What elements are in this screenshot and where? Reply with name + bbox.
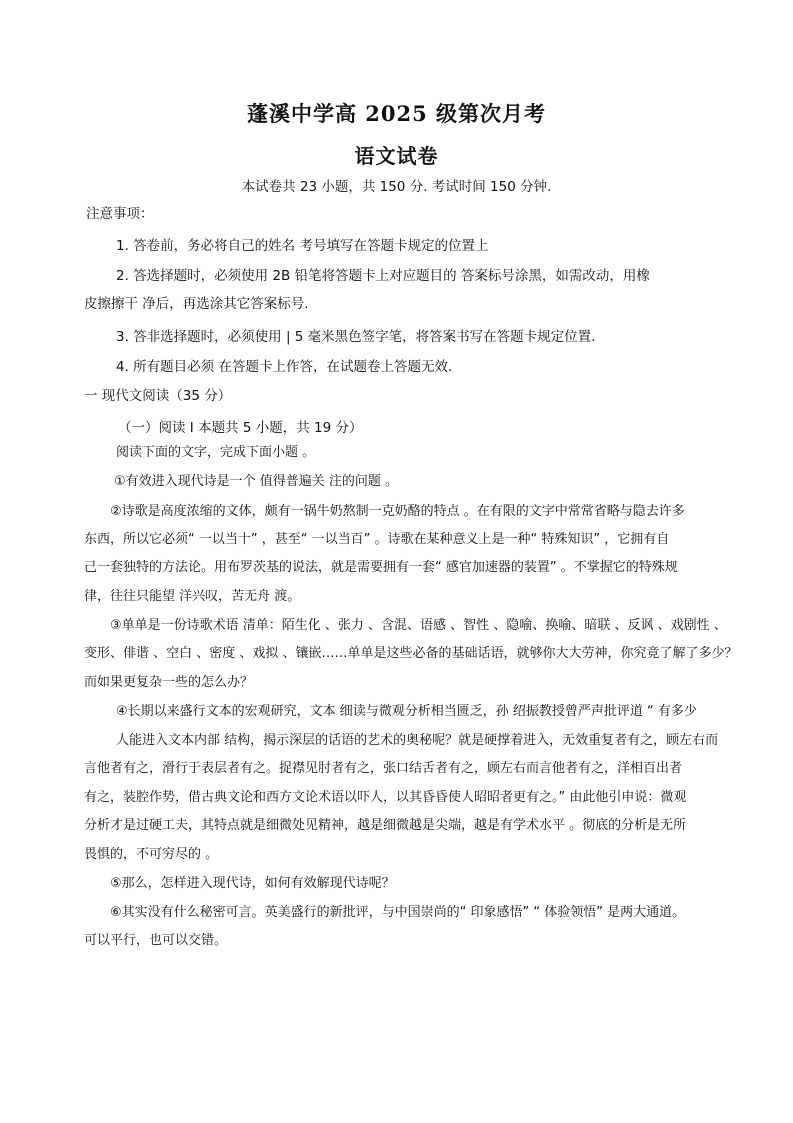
paragraph-4-line-6: 畏惧的，不可穷尽的 。	[84, 847, 219, 862]
reading-instruction: 阅读下面的文字，完成下面小题 。	[116, 445, 316, 460]
paragraph-4-line-2: 人能进入文本内部 结构，揭示深层的话语的艺术的奥秘呢？就是硬撑着进入，无效重复者有之，顾左右而	[116, 733, 719, 748]
notice-item-2: 2. 答选择题时，必须使用 2B 铅笔将答题卡上对应题目的 答案标号涂黑，如需改动，用橡	[116, 268, 650, 284]
paragraph-4-line-5: 分析才是过硬工夫，其特点就是细微处见精神，越是细微越是尖端，越是有学术水平 。彻底的分析是无所	[84, 818, 687, 833]
notice-heading: 注意事项：	[86, 206, 154, 222]
paragraph-2-line-2: 东西，所以它必须“ 一以当十” ，甚至“ 一以当百” 。诗歌在某种意义上是一种“ 特殊知识” ，它拥有自	[84, 532, 670, 547]
exam-subject-title: 语文试卷	[354, 144, 439, 168]
paragraph-2-line-3: 己一套独特的方法论。用布罗茨基的说法，就是需要拥有一套“ 感官加速器的装置” 。不掌握它的特殊规	[84, 560, 678, 575]
notice-item-3: 3. 答非选择题时，必须使用 | 5 毫米黑色签字笔，将答案书写在答题卡规定位置.	[116, 329, 596, 345]
paragraph-4-line-1: ④长期以来盛行文本的宏观研究，文本 细读与微观分析相当匮乏，孙 绍振教授曾严声批评道 “ 有多少	[116, 704, 697, 719]
paragraph-4-line-4: 有之，装腔作势，借古典文论和西方文论术语以吓人，以其昏昏使人昭昭者更有之。” 由此他引申说：微观	[84, 790, 687, 805]
notice-item-2-cont: 皮擦擦干 净后，再选涂其它答案标号.	[84, 296, 309, 312]
notice-item-4: 4. 所有题目必须 在答题卡上作答，在试题卷上答题无效.	[116, 359, 453, 375]
paragraph-3-line-1: ③单单是一份诗歌术语 清单：陌生化 、张力 、含混、语感 、智性 、隐喻、换喻、暗联 、反讽 、戏剧性 、	[110, 618, 727, 633]
exam-title: 蓬溪中学高 2025 级第次月考	[246, 101, 547, 126]
paragraph-2-line-4: 律，往往只能望 洋兴叹，苦无舟 渡。	[84, 589, 301, 604]
paragraph-6-line-1: ⑥其实没有什么秘密可言。英美盛行的新批评，与中国崇尚的“ 印象感悟” “ 体验领悟” 是两大通道。	[110, 905, 686, 920]
paragraph-3-line-3: 而如果更复杂一些的怎么办？	[84, 675, 254, 690]
paragraph-5: ⑤那么，怎样进入现代诗，如何有效解现代诗呢？	[110, 876, 395, 891]
paragraph-6-line-2: 可以平行，也可以交错。	[84, 933, 228, 948]
paragraph-4-line-3: 言他者有之，滑行于表层者有之。捉襟见肘者有之，张口结舌者有之，顾左右而言他者有之，洋相百出者	[84, 761, 683, 776]
paragraph-1: ①有效进入现代诗是一个 值得普遍关 注的问题 。	[114, 474, 399, 489]
subsection-heading: （一）阅读 I 本题共 5 小题，共 19 分）	[118, 420, 363, 436]
notice-item-1: 1. 答卷前，务必将自己的姓名 考号填写在答题卡规定的位置上	[116, 238, 489, 254]
exam-intro: 本试卷共 23 小题，共 150 分. 考试时间 150 分钟.	[241, 179, 552, 195]
section-heading: 一 现代文阅读（35 分）	[84, 388, 232, 404]
paragraph-3-line-2: 变形、俳谐 、空白 、密度 、戏拟 、镶嵌……单单是这些必备的基础话语，就够你大大劳神，你究竟了解了多少？	[84, 646, 738, 661]
paragraph-2-line-1: ②诗歌是高度浓缩的文体，颇有一锅牛奶熬制一克奶酪的特点 。在有限的文字中常常省略与隐去许多	[110, 504, 685, 519]
